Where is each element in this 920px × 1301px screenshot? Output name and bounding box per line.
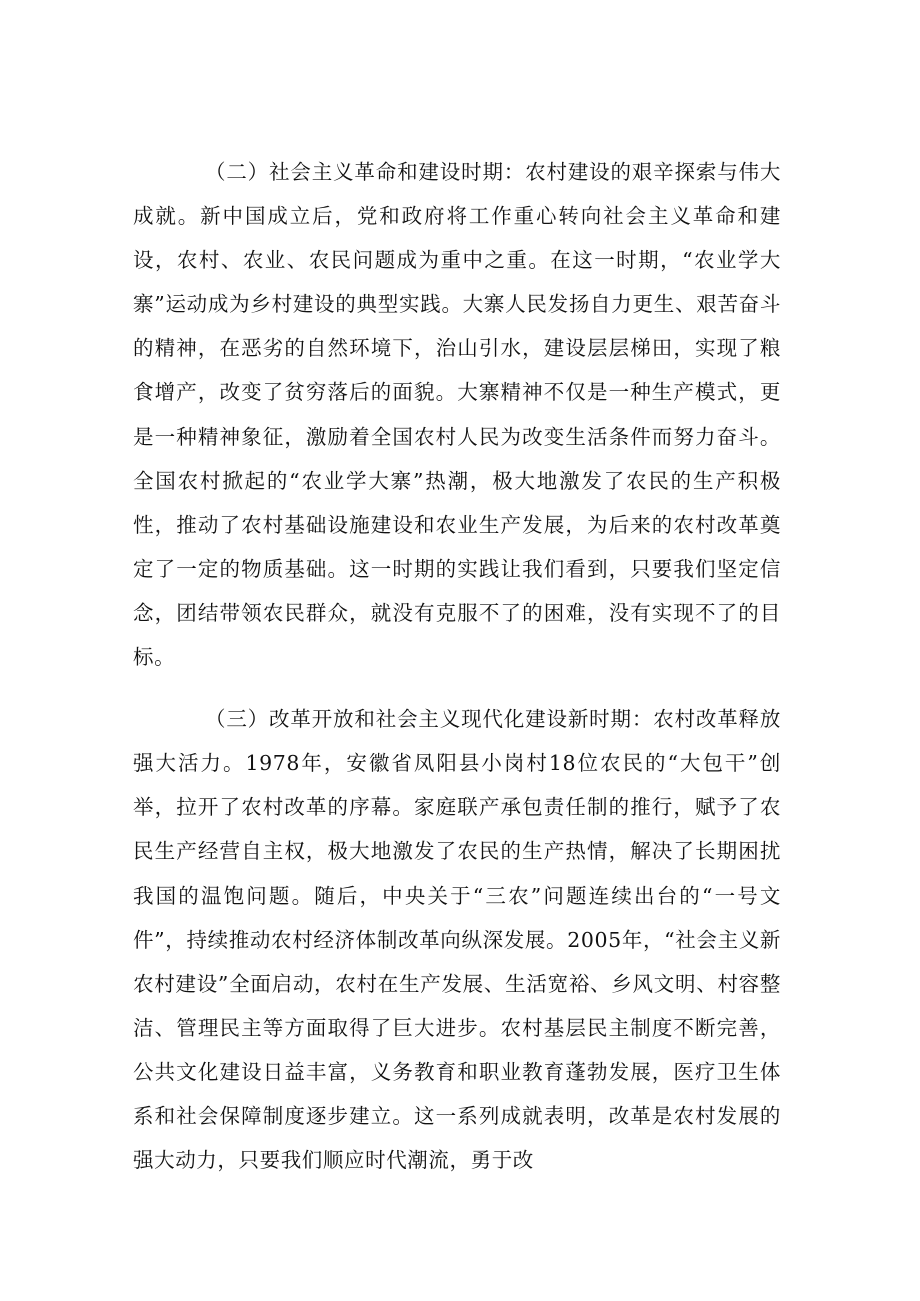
paragraph-socialist-construction-period: （二）社会主义革命和建设时期：农村建设的艰辛探索与伟大成就。新中国成立后，党和政府将工作重心转向社会主义革命和建设，农村、农业、农民问题成为重中之重。在这一时期，“农业学大寨”运动成为乡村建设的典型实践。大寨人民发扬自力更生、艰苦奋斗的精神，在恶劣的自然环境下，治山引水，建设层层梯田，实现了粮食增产，改变了贫穷落后的面貌。大寨精神不仅是一种生产模式，更是一种精神象征，激励着全国农村人民为改变生活条件而努力奋斗。全国农村掀起的“农业学大寨”热潮，极大地激发了农民的生产积极性，推动了农村基础设施建设和农业生产发展，为后来的农村改革奠定了一定的物质基础。这一时期的实践让我们看到，只要我们坚定信念，团结带领农民群众，就没有克服不了的困难，没有实现不了的目标。 xyxy=(133,160,781,670)
document-body xyxy=(133,150,781,1182)
paragraph-reform-opening-period: （三）改革开放和社会主义现代化建设新时期：农村改革释放强大活力。1978年，安徽省凤阳县小岗村18位农民的“大包干”创举，拉开了农村改革的序幕。家庭联产承包责任制的推行，赋予了农民生产经营自主权，极大地激发了农民的生产热情，解决了长期困扰我国的温饱问题。随后，中央关于“三农”问题连续出台的“一号文件”，持续推动农村经济体制改革向纵深发展。2005年，“社会主义新农村建设”全面启动，农村在生产发展、生活宽裕、乡风文明、村容整洁、管理民主等方面取得了巨大进步。农村基层民主制度不断完善，公共文化建设日益丰富，义务教育和职业教育蓬勃发展，医疗卫生体系和社会保障制度逐步建立。这一系列成就表明，改革是农村发展的强大动力，只要我们顺应时代潮流，勇于改 xyxy=(133,707,781,1173)
